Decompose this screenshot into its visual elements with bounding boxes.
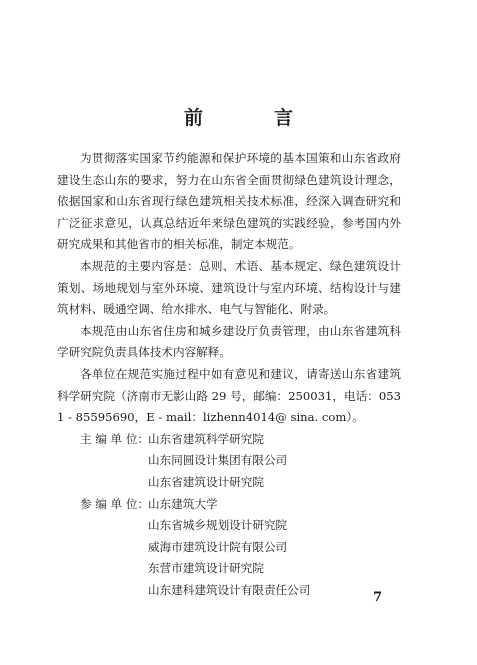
participating-unit-item: 东营市建筑设计研究院 — [148, 561, 264, 576]
participating-unit-item: 山东建科建筑设计有限责任公司 — [148, 582, 311, 597]
chief-units-list — [148, 429, 401, 494]
participating-unit-item: 山东省城乡规划设计研究院 — [148, 518, 288, 533]
participating-unit-item: 威海市建筑设计院有限公司 — [148, 539, 288, 554]
participating-units-list — [148, 494, 401, 602]
unit-list-section — [57, 429, 401, 602]
chief-units — [57, 429, 401, 494]
chief-units-label: 主 编 单 位： — [80, 431, 150, 446]
paragraph-feedback: 各单位在规范实施过程中如有意见和建议，请寄送山东省建筑科学研究院（济南市无影山路 29 号，邮编：250031，电话：0531 - 85595690，E - mail：lizhenn4014@ sina. com）。 — [57, 366, 401, 425]
chief-unit-item: 山东同圆设计集团有限公司 — [148, 453, 288, 468]
chief-unit-item: 山东省建筑科学研究院 — [148, 431, 264, 446]
chief-unit-item: 山东省建筑设计研究院 — [148, 474, 264, 489]
participating-unit-item: 山东建筑大学 — [148, 496, 218, 511]
page-title: 前 言 — [183, 107, 319, 129]
paragraph-purpose: 为贯彻落实国家节约能源和保护环境的基本国策和山东省政府建设生态山东的要求，努力在山东省全面贯彻绿色建筑设计理念，依据国家和山东省现行绿色建筑相关技术标准，经深入调查研究和广泛征求意见，认真总结近年来绿色建筑的实践经验，参考国内外研究成果和其他省市的相关标准，制定本规范。 — [57, 151, 401, 252]
document-body — [57, 148, 401, 601]
page-number: 7 — [373, 590, 383, 605]
participating-units — [57, 494, 401, 602]
paragraph-management: 本规范由山东省住房和城乡建设厅负责管理，由山东省建筑科学研究院负责具体技术内容解释。 — [57, 323, 401, 360]
paragraph-contents: 本规范的主要内容是：总则、术语、基本规定、绿色建筑设计策划、场地规划与室外环境、建筑设计与室内环境、结构设计与建筑材料、暖通空调、给水排水、电气与智能化、附录。 — [57, 258, 401, 317]
participating-units-label: 参 编 单 位： — [80, 496, 150, 511]
